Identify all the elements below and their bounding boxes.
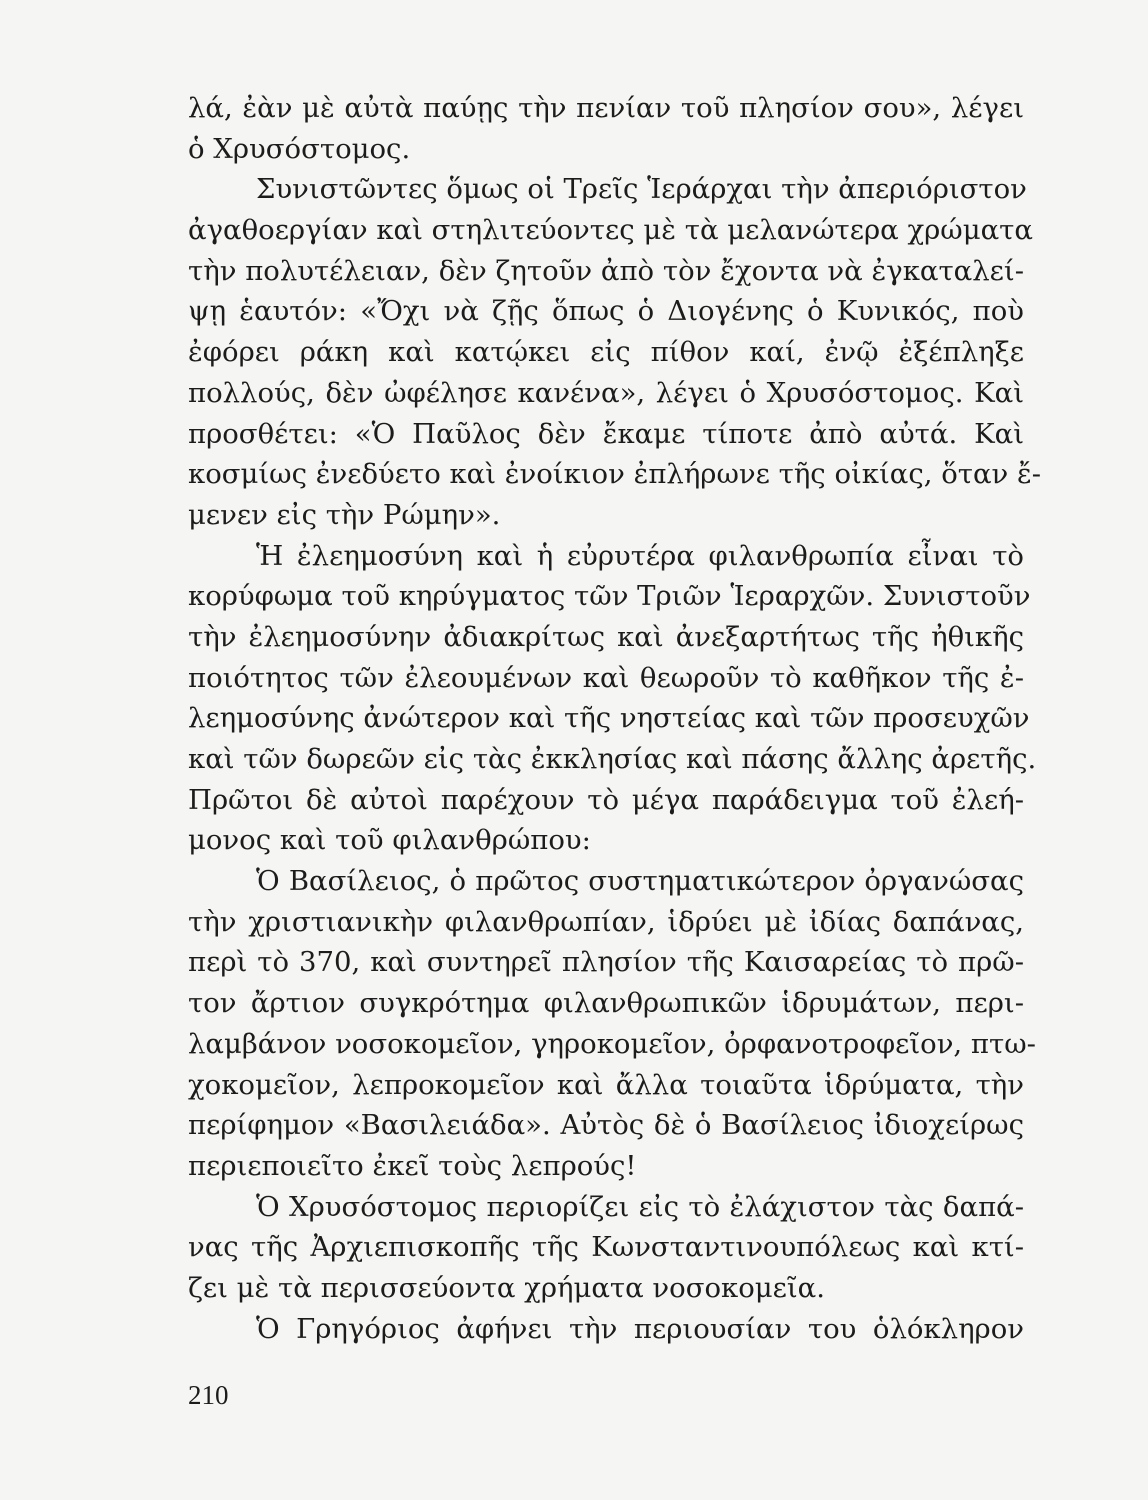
text-line: τὴν χριστιανικὴν φιλανθρωπίαν, ἱδρύει μὲ ἰδίας δαπάνας, (188, 905, 1024, 938)
text-line: νας τῆς Ἀρχιεπισκοπῆς τῆς Κωνσταντινουπόλεως καὶ κτί- (188, 1231, 1024, 1264)
text-line: πολλούς, δὲν ὠφέλησε κανένα», λέγει ὁ Χρυσόστομος. Καὶ (188, 376, 1024, 409)
body-text (188, 88, 1042, 1349)
paragraph-first-line: Συνιστῶντες ὅμως οἱ Τρεῖς Ἱεράρχαι τὴν ἀπεριόριστον (256, 173, 1027, 206)
paragraph-first-line: Ὁ Βασίλειος, ὁ πρῶτος συστηματικώτερον ὀργανώσας (256, 865, 1024, 898)
text-line: κορύφωμα τοῦ κηρύγματος τῶν Τριῶν Ἱεραρχῶν. Συνιστοῦν (188, 580, 1031, 613)
text-line: καὶ τῶν δωρεῶν εἰς τὰς ἐκκλησίας καὶ πάσης ἄλλης ἀρετῆς. (188, 743, 1037, 775)
text-line: τον ἄρτιον συγκρότημα φιλανθρωπικῶν ἱδρυμάτων, περι- (188, 987, 1024, 1020)
text-line: λεημοσύνης ἀνώτερον καὶ τῆς νηστείας καὶ τῶν προσευχῶν (188, 702, 1030, 735)
page-number: 210 (188, 1380, 229, 1410)
text-line: ψῃ ἑαυτόν: «Ὄχι νὰ ζῇς ὅπως ὁ Διογένης ὁ Κυνικός, ποὺ (188, 295, 1024, 328)
text-line: ἀγαθοεργίαν καὶ στηλιτεύοντες μὲ τὰ μελανώτερα χρώματα (188, 214, 1033, 247)
text-line: λά, ἐὰν μὲ αὐτὰ παύῃς τὴν πενίαν τοῦ πλησίον σου», λέγει (188, 92, 1024, 124)
text-line: περιεποιεῖτο ἐκεῖ τοὺς λεπρούς! (188, 1149, 637, 1182)
text-line: ζει μὲ τὰ περισσεύοντα χρήματα νοσοκομεῖα. (188, 1271, 825, 1304)
text-line: περίφημον «Βασιλειάδα». Αὐτὸς δὲ ὁ Βασίλειος ἰδιοχείρως (188, 1109, 1024, 1142)
text-line: ὁ Χρυσόστομος. (188, 132, 411, 165)
text-line: τὴν πολυτέλειαν, δὲν ζητοῦν ἀπὸ τὸν ἔχοντα νὰ ἐγκαταλεί- (188, 254, 1024, 287)
text-line: Πρῶτοι δὲ αὐτοὶ παρέχουν τὸ μέγα παράδειγμα τοῦ ἐλεή- (188, 783, 1024, 816)
text-line: λαμβάνον νοσοκομεῖον, γηροκομεῖον, ὀρφανοτροφεῖον, πτω- (188, 1027, 1036, 1060)
text-line: χοκομεῖον, λεπροκομεῖον καὶ ἄλλα τοιαῦτα ἱδρύματα, τὴν (188, 1068, 1024, 1101)
text-line: μονος καὶ τοῦ φιλανθρώπου: (188, 824, 591, 857)
text-line: ποιότητος τῶν ἐλεουμένων καὶ θεωροῦν τὸ καθῆκον τῆς ἐ- (188, 661, 1024, 694)
text-line: περὶ τὸ 370, καὶ συντηρεῖ πλησίον τῆς Καισαρείας τὸ πρῶ- (188, 946, 1024, 979)
paragraph-first-line: Ὁ Χρυσόστομος περιορίζει εἰς τὸ ἐλάχιστον τὰς δαπά- (256, 1190, 1024, 1223)
text-line: μενεν εἰς τὴν Ρώμην». (188, 498, 501, 531)
text-line: προσθέτει: «Ὁ Παῦλος δὲν ἔκαμε τίποτε ἀπὸ αὐτά. Καὶ (188, 417, 1024, 450)
text-line: ἐφόρει ράκη καὶ κατῴκει εἰς πίθον καί, ἐνῷ ἐξέπληξε (188, 336, 1024, 369)
paragraph-first-line: Ὁ Γρηγόριος ἀφήνει τὴν περιουσίαν του ὁλόκληρον (256, 1312, 1024, 1345)
text-line: τὴν ἐλεημοσύνην ἀδιακρίτως καὶ ἀνεξαρτήτως τῆς ἠθικῆς (188, 620, 1024, 653)
paragraph-first-line: Ἡ ἐλεημοσύνη καὶ ἡ εὐρυτέρα φιλανθρωπία εἶναι τὸ (256, 539, 1024, 572)
text-line: κοσμίως ἐνεδύετο καὶ ἐνοίκιον ἐπλήρωνε τῆς οἰκίας, ὅταν ἔ- (188, 458, 1042, 491)
